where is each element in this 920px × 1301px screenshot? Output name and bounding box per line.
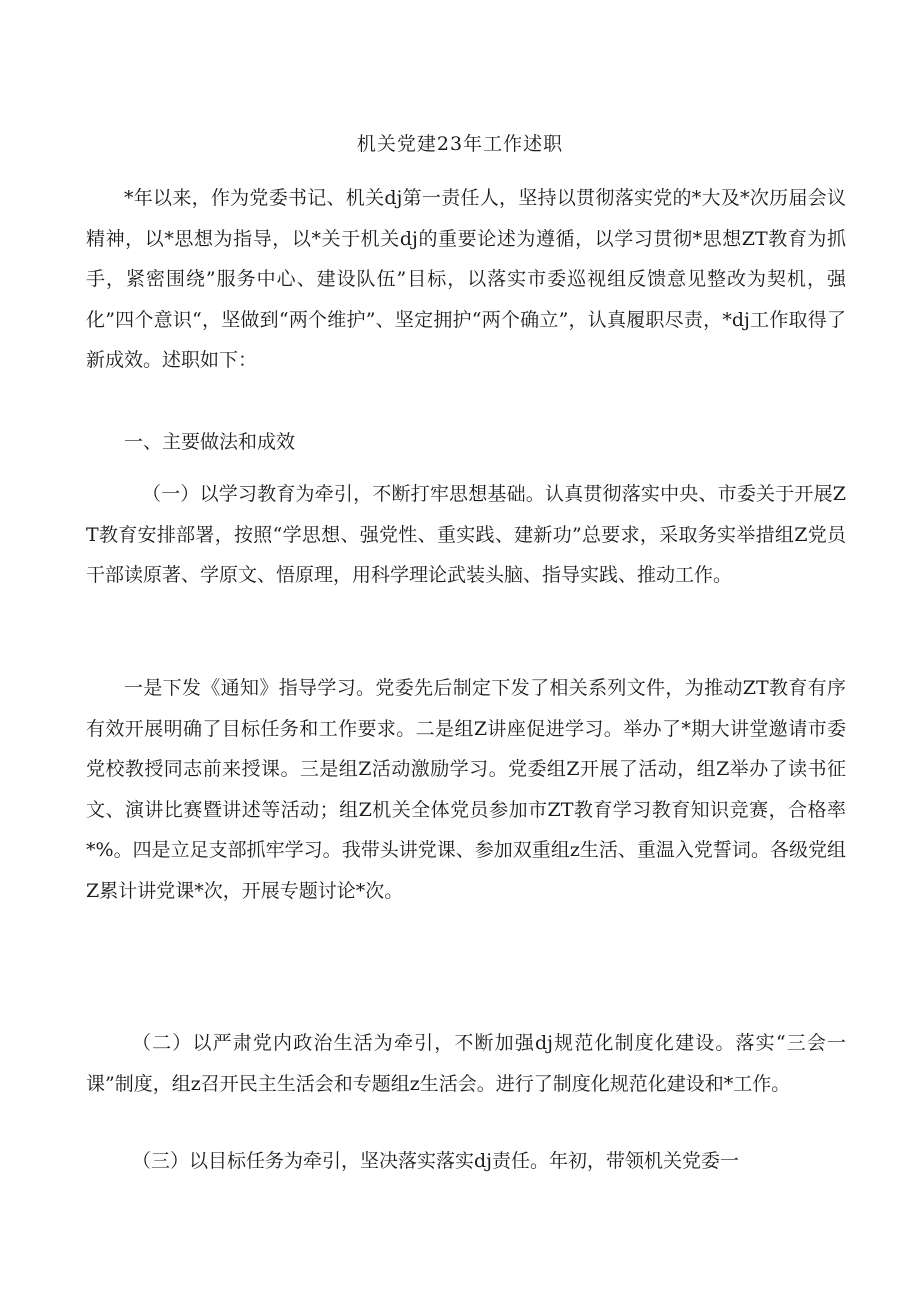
- paragraph-targets: （三）以目标任务为牵引，坚决落实落实dj责任。年初，带领机关党委一: [132, 1150, 740, 1172]
- document-title: 机关党建23年工作述职: [356, 133, 564, 155]
- paragraph-study-measures: 一是下发《通知》指导学习。党委先后制定下发了相关系列文件，为推动ZT教育有序有效开展明确了目标任务和工作要求。二是组Z讲座促进学习。举办了*期大讲堂邀请市委党校教授同志前来授课。三是组Z活动激励学习。党委组Z开展了活动，组Z举办了读书征文、演讲比赛暨讲述等活动；组Z机关全体党员参加市ZT教育学习教育知识竞赛，合格率*%。四是立足支部抓牢学习。我带头讲党课、参加双重组z生活、重温入党誓词。各级党组Z累计讲党课*次，开展专题讨论*次。: [86, 677, 846, 902]
- paragraph-political-life: （二）以严肃党内政治生活为牵引，不断加强dj规范化制度化建设。落实“三会一课”制度，组z召开民主生活会和专题组z生活会。进行了制度化规范化建设和*工作。: [86, 1032, 846, 1095]
- paragraph-study-education: （一）以学习教育为牵引，不断打牢思想基础。认真贯彻落实中央、市委关于开展ZT教育安排部署，按照“学思想、强党性、重实践、建新功”总要求，采取务实举措组Z党员干部读原著、学原文、悟原理，用科学理论武装头脑、指导实践、推动工作。: [86, 483, 846, 586]
- section-heading: 一、主要做法和成效: [124, 431, 296, 453]
- paragraph-intro: *年以来，作为党委书记、机关dj第一责任人，坚持以贯彻落实党的*大及*次历届会议精神，以*思想为指导，以*关于机关dj的重要论述为遵循，以学习贯彻*思想ZT教育为抓手，紧密围绕”服务中心、建设队伍”目标，以落实市委巡视组反馈意见整改为契机，强化”四个意识“，坚做到“两个维护”、坚定拥护“两个确立”，认真履职尽责，*dj工作取得了新成效。述职如下：: [86, 187, 846, 371]
